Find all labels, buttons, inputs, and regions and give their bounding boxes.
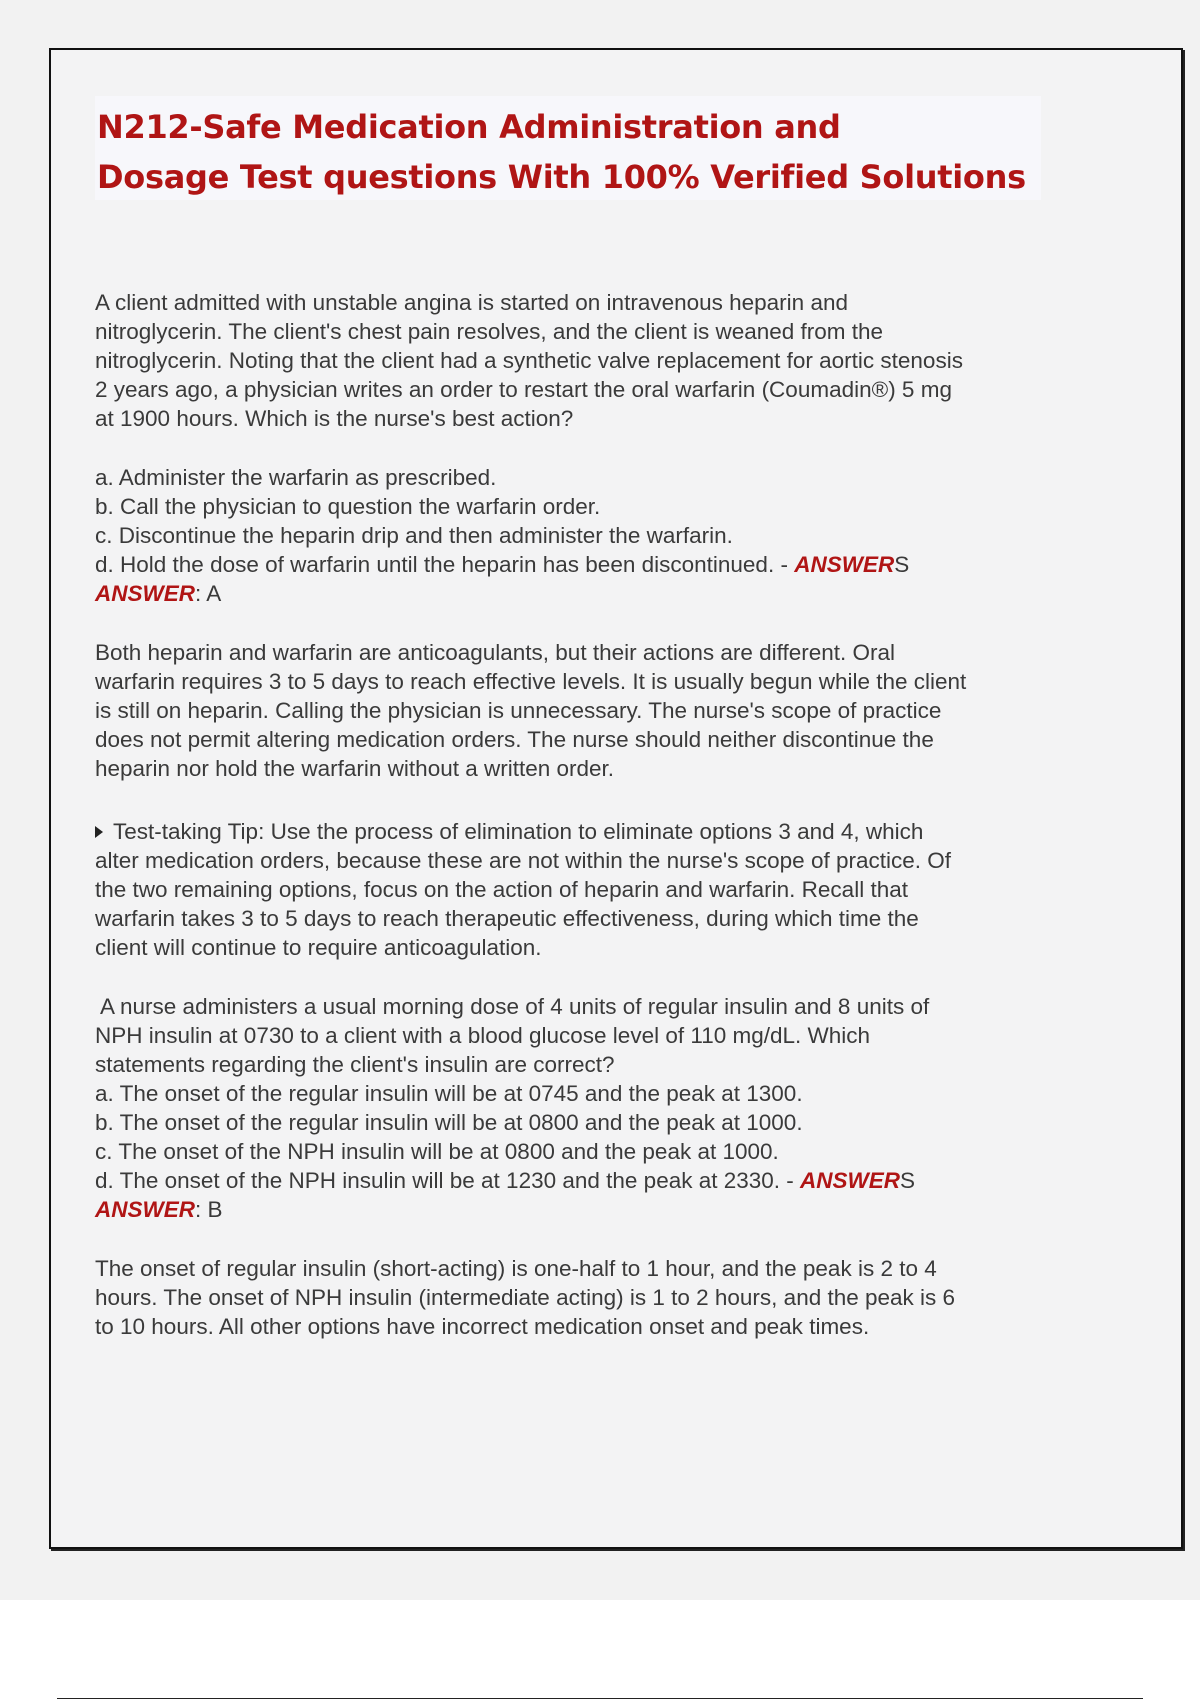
- answers-suffix: S: [894, 552, 910, 577]
- page-gap: [0, 1600, 1200, 1700]
- option-a: a. The onset of the regular insulin will be at 0745 and the peak at 1300.: [95, 1081, 803, 1106]
- rationale-line: hours. The onset of NPH insulin (intermediate acting) is 1 to 2 hours, and the peak is 6: [95, 1285, 956, 1310]
- stem-line: nitroglycerin. The client's chest pain resolves, and the client is weaned from the: [95, 319, 884, 344]
- answer-label: ANSWER: [95, 1197, 195, 1222]
- rationale-line: The onset of regular insulin (short-acting) is one-half to 1 hour, and the peak is 2 to 4: [95, 1256, 937, 1281]
- option-b: b. Call the physician to question the warfarin order.: [95, 494, 601, 519]
- rationale-line: does not permit altering medication orders. The nurse should neither discontinue the: [95, 727, 934, 752]
- rationale-line: heparin nor hold the warfarin without a written order.: [95, 756, 615, 781]
- question-1-stem: [95, 288, 1080, 433]
- tip-line: [95, 817, 1080, 846]
- bullet-icon: [95, 826, 103, 838]
- rationale-line: warfarin requires 3 to 5 days to reach effective levels. It is usually begun while the client: [95, 669, 967, 694]
- answer-line: [95, 1195, 1080, 1224]
- option-d: [95, 550, 1080, 579]
- question-1-options: [95, 463, 1080, 608]
- option-d-text: d. Hold the dose of warfarin until the heparin has been discontinued. -: [95, 552, 795, 577]
- tip-line: alter medication orders, because these are not within the nurse's scope of practice. Of: [95, 848, 951, 873]
- rationale-line: is still on heparin. Calling the physician is unnecessary. The nurse's scope of practice: [95, 698, 942, 723]
- option-b: b. The onset of the regular insulin will be at 0800 and the peak at 1000.: [95, 1110, 803, 1135]
- stem-line: A nurse administers a usual morning dose of 4 units of regular insulin and 8 units of: [95, 994, 930, 1019]
- question-2-rationale: [95, 1254, 1080, 1341]
- stem-line: nitroglycerin. Noting that the client had a synthetic valve replacement for aortic stenosis: [95, 348, 963, 373]
- next-page-edge: [57, 1698, 1143, 1699]
- stem-line: statements regarding the client's insulin are correct?: [95, 1052, 615, 1077]
- answers-suffix: S: [900, 1168, 916, 1193]
- document-title: [95, 96, 1041, 200]
- answer-value: : A: [195, 581, 222, 606]
- option-d: [95, 1166, 1080, 1195]
- title-line-1: N212-Safe Medication Administration and: [97, 108, 841, 146]
- question-1-tip: [95, 817, 1080, 962]
- tip-line: the two remaining options, focus on the action of heparin and warfarin. Recall that: [95, 877, 908, 902]
- tip-line: warfarin takes 3 to 5 days to reach therapeutic effectiveness, during which time the: [95, 906, 919, 931]
- question-2-stem: [95, 992, 1080, 1079]
- option-d-text: d. The onset of the NPH insulin will be at 1230 and the peak at 2330. -: [95, 1168, 801, 1193]
- stem-line: 2 years ago, a physician writes an order to restart the oral warfarin (Coumadin®) 5 mg: [95, 377, 952, 402]
- option-a: a. Administer the warfarin as prescribed.: [95, 465, 497, 490]
- tip-text: Test-taking Tip: Use the process of elimination to eliminate options 3 and 4, which: [113, 819, 924, 844]
- question-2-options: [95, 1079, 1080, 1224]
- stem-line: A client admitted with unstable angina is started on intravenous heparin and: [95, 290, 848, 315]
- question-1-rationale: [95, 638, 1080, 783]
- tip-line: client will continue to require anticoagulation.: [95, 935, 542, 960]
- rationale-line: to 10 hours. All other options have incorrect medication onset and peak times.: [95, 1314, 870, 1339]
- answer-label: ANSWER: [95, 581, 195, 606]
- stem-line: at 1900 hours. Which is the nurse's best action?: [95, 406, 574, 431]
- answer-line: [95, 579, 1080, 608]
- answers-marker: ANSWER: [800, 1168, 901, 1193]
- option-c: c. Discontinue the heparin drip and then administer the warfarin.: [95, 523, 733, 548]
- document-body: [95, 288, 1080, 1341]
- answers-marker: ANSWER: [794, 552, 895, 577]
- stem-line: NPH insulin at 0730 to a client with a blood glucose level of 110 mg/dL. Which: [95, 1023, 871, 1048]
- answer-value: : B: [195, 1197, 223, 1222]
- rationale-line: Both heparin and warfarin are anticoagulants, but their actions are different. Oral: [95, 640, 896, 665]
- option-c: c. The onset of the NPH insulin will be at 0800 and the peak at 1000.: [95, 1139, 779, 1164]
- title-line-2: Dosage Test questions With 100% Verified Solutions: [97, 158, 1026, 196]
